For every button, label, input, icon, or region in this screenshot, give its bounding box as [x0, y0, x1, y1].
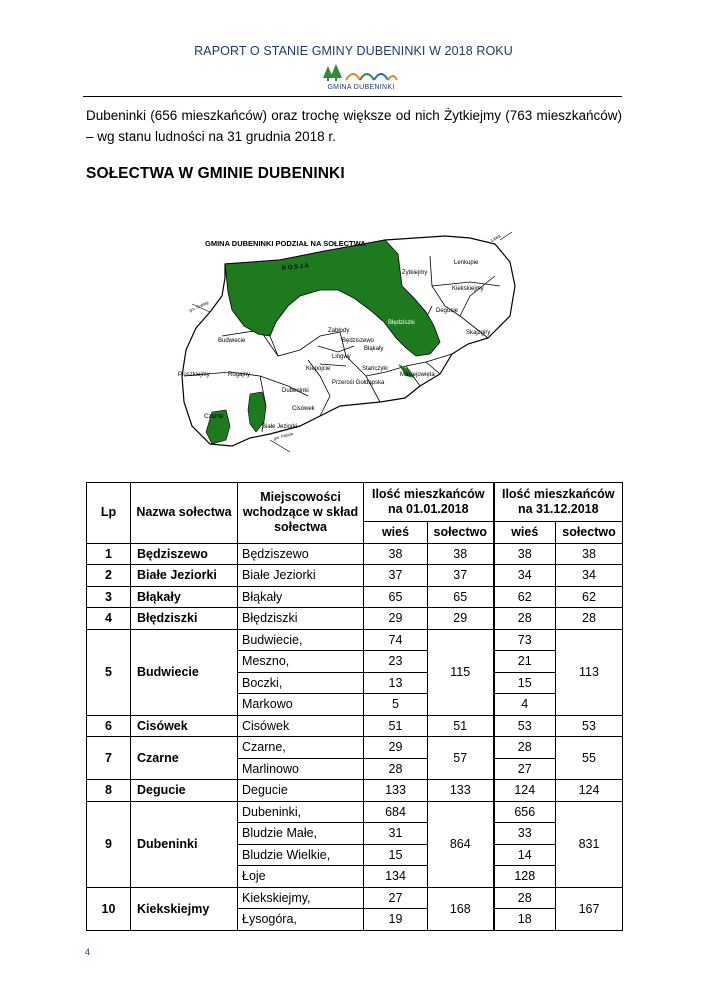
map-label-bedziszewo: Będziszewo — [342, 338, 375, 344]
cell-village: Markowo — [238, 694, 364, 716]
header-solectwo-start: sołectwo — [428, 522, 494, 544]
cell-solectwo-name: Dubeninki — [131, 801, 238, 887]
logo-text: GMINA DUBENINKI — [327, 84, 395, 91]
cell-village-pop-end: 33 — [494, 823, 556, 845]
cell-village-pop-start: 27 — [364, 887, 428, 909]
cell-village: Meszno, — [238, 651, 364, 673]
cell-solectwo-pop-start: 57 — [428, 737, 494, 780]
cell-solectwo-name: Budwiecie — [131, 629, 238, 715]
cell-village: Kiekskiejmy, — [238, 887, 364, 909]
cell-solectwo-pop-end: 55 — [556, 737, 623, 780]
cell-lp: 4 — [87, 608, 131, 630]
cell-village-pop-end: 656 — [494, 801, 556, 823]
table-row — [87, 737, 623, 759]
map-label-lenkupie: Lenkupie — [454, 260, 479, 266]
table-row — [87, 543, 623, 565]
cell-solectwo-pop-start: 115 — [428, 629, 494, 715]
cell-solectwo-pop-start: 168 — [428, 887, 494, 930]
report-header-title: RAPORT O STANIE GMINY DUBENINKI W 2018 ROKU — [194, 44, 513, 58]
cell-village-pop-end: 18 — [494, 909, 556, 931]
header-villages: Miejscowości wchodzące w skład sołectwa — [238, 483, 364, 544]
cell-village-pop-end: 124 — [494, 780, 556, 802]
cell-village-pop-end: 73 — [494, 629, 556, 651]
map-label-cisowek: Cisówek — [292, 406, 315, 412]
cell-village-pop-start: 23 — [364, 651, 428, 673]
cell-village-pop-start: 684 — [364, 801, 428, 823]
map-label-gm-filipow: gm. Filipów — [272, 430, 294, 441]
map-label-rosja: R O S J A — [281, 263, 310, 272]
cell-lp: 9 — [87, 801, 131, 887]
header-wies-start: wieś — [364, 522, 428, 544]
arches-icon — [346, 74, 397, 80]
map-label-czarne: Czarne — [204, 414, 224, 420]
table-row — [87, 629, 623, 651]
table-row — [87, 565, 623, 587]
cell-village: Błąkały — [238, 586, 364, 608]
cell-village-pop-start: 31 — [364, 823, 428, 845]
map-label-stanczyki: Stańczyki — [362, 366, 388, 372]
cell-lp: 6 — [87, 715, 131, 737]
table-row — [87, 715, 623, 737]
page-number: 4 — [85, 947, 91, 957]
map-label-kiekskiejmy: Kiekskiejmy — [452, 286, 484, 292]
cell-lp: 3 — [87, 586, 131, 608]
map-label-blakaly: Błąkały — [364, 346, 384, 352]
cell-solectwo-pop-end: 34 — [556, 565, 623, 587]
map-label-kiepojcie: Kiepojcie — [306, 366, 331, 372]
map-label-maciejowieta: Maciejowięta — [400, 372, 435, 378]
cell-village: Łysogóra, — [238, 909, 364, 931]
section-title: SOŁECTWA W GMINIE DUBENINKI — [86, 165, 345, 182]
cell-village: Łoje — [238, 866, 364, 888]
map-label-przerosl: Przerośl Gołdapska — [332, 380, 385, 386]
cell-village-pop-end: 28 — [494, 887, 556, 909]
cell-solectwo-name: Kiekskiejmy — [131, 887, 238, 930]
cell-village: Czarne, — [238, 737, 364, 759]
table-body — [87, 543, 623, 930]
cell-solectwo-name: Błąkały — [131, 586, 238, 608]
map-label-rogajny: Rogajny — [228, 372, 251, 378]
header-wies-end: wieś — [494, 522, 556, 544]
cell-solectwo-pop-start: 864 — [428, 801, 494, 887]
cell-lp: 8 — [87, 780, 131, 802]
cell-village: Dubeninki, — [238, 801, 364, 823]
cell-lp: 2 — [87, 565, 131, 587]
tree-icon — [323, 64, 342, 81]
cell-solectwo-pop-end: 124 — [556, 780, 623, 802]
map-label-budwiecie: Budwiecie — [218, 338, 246, 344]
map-label-dubeninki: Dubeninki — [282, 388, 309, 394]
cell-solectwo-pop-start: 38 — [428, 543, 494, 565]
cell-solectwo-pop-start: 37 — [428, 565, 494, 587]
cell-village-pop-start: 5 — [364, 694, 428, 716]
cell-village-pop-end: 28 — [494, 737, 556, 759]
cell-village: Bludzie Wielkie, — [238, 844, 364, 866]
cell-solectwo-pop-end: 831 — [556, 801, 623, 887]
cell-solectwo-pop-end: 113 — [556, 629, 623, 715]
table-row — [87, 801, 623, 823]
map-label-zytkiejmy: Żytkiejmy — [402, 270, 428, 276]
cell-village-pop-end: 28 — [494, 608, 556, 630]
cell-village-pop-start: 65 — [364, 586, 428, 608]
cell-village-pop-end: 38 — [494, 543, 556, 565]
cell-village-pop-end: 15 — [494, 672, 556, 694]
cell-village-pop-end: 62 — [494, 586, 556, 608]
cell-solectwo-pop-start: 133 — [428, 780, 494, 802]
map-label-bledziszki: Błędziszki — [388, 320, 415, 326]
cell-village-pop-start: 19 — [364, 909, 428, 931]
cell-solectwo-name: Czarne — [131, 737, 238, 780]
cell-solectwo-pop-end: 28 — [556, 608, 623, 630]
cell-lp: 5 — [87, 629, 131, 715]
header-pop-start: Ilość mieszkańców na 01.01.2018 — [364, 483, 494, 522]
cell-village-pop-start: 133 — [364, 780, 428, 802]
cell-village-pop-start: 134 — [364, 866, 428, 888]
header-solectwo-end: sołectwo — [556, 522, 623, 544]
solectwa-map — [170, 226, 530, 456]
cell-solectwo-pop-start: 65 — [428, 586, 494, 608]
cell-village-pop-end: 27 — [494, 758, 556, 780]
cell-village: Będziszewo — [238, 543, 364, 565]
map-label-litwa: Litwa — [490, 233, 502, 243]
cell-lp: 10 — [87, 887, 131, 930]
map-title: GMINA DUBENINKI PODZIAŁ NA SOŁECTWA — [205, 239, 366, 248]
table-row — [87, 586, 623, 608]
table-row — [87, 887, 623, 909]
map-label-lingwy: Lingwy — [332, 354, 351, 360]
cell-village: Budwiecie, — [238, 629, 364, 651]
cell-solectwo-pop-end: 53 — [556, 715, 623, 737]
cell-solectwo-name: Błędziszki — [131, 608, 238, 630]
cell-village-pop-start: 29 — [364, 608, 428, 630]
header-lp: Lp — [87, 483, 131, 544]
cell-village-pop-start: 15 — [364, 844, 428, 866]
cell-village-pop-end: 4 — [494, 694, 556, 716]
cell-solectwo-name: Cisówek — [131, 715, 238, 737]
cell-solectwo-pop-start: 51 — [428, 715, 494, 737]
cell-village-pop-end: 14 — [494, 844, 556, 866]
cell-solectwo-pop-end: 167 — [556, 887, 623, 930]
cell-village: Bludzie Małe, — [238, 823, 364, 845]
cell-village-pop-end: 128 — [494, 866, 556, 888]
cell-solectwo-pop-end: 38 — [556, 543, 623, 565]
map-label-pluszkiejmy: Pluszkiejmy — [178, 372, 210, 378]
cell-village: Marlinowo — [238, 758, 364, 780]
intro-paragraph: Dubeninki (656 mieszkańców) oraz trochę większe od nich Żytkiejmy (763 mieszkańców) – wg stanu ludności na 31 grudnia 2018 r. — [86, 108, 622, 144]
solectwa-table — [86, 482, 623, 931]
cell-village: Boczki, — [238, 672, 364, 694]
map-label-zaboddy: Zabłody — [328, 328, 350, 334]
cell-village-pop-start: 51 — [364, 715, 428, 737]
cell-village: Białe Jeziorki — [238, 565, 364, 587]
cell-village-pop-start: 74 — [364, 629, 428, 651]
cell-solectwo-pop-end: 62 — [556, 586, 623, 608]
cell-solectwo-name: Degucie — [131, 780, 238, 802]
cell-village: Degucie — [238, 780, 364, 802]
cell-village-pop-end: 53 — [494, 715, 556, 737]
map-label-degucie: Degucie — [436, 308, 459, 314]
cell-village-pop-end: 34 — [494, 565, 556, 587]
cell-village-pop-start: 38 — [364, 543, 428, 565]
cell-village-pop-end: 21 — [494, 651, 556, 673]
header-name: Nazwa sołectwa — [131, 483, 238, 544]
cell-lp: 1 — [87, 543, 131, 565]
cell-solectwo-pop-start: 29 — [428, 608, 494, 630]
map-label-gm-goldap: gm. Gołdap — [188, 299, 210, 313]
cell-lp: 7 — [87, 737, 131, 780]
table-row — [87, 780, 623, 802]
cell-village-pop-start: 28 — [364, 758, 428, 780]
table-row — [87, 608, 623, 630]
map-label-skajzgiry: Skajzgiry — [466, 330, 491, 336]
cell-village-pop-start: 13 — [364, 672, 428, 694]
header-divider — [83, 96, 622, 97]
cell-solectwo-name: Będziszewo — [131, 543, 238, 565]
map-label-biale-jeziorki: Białe Jeziorki — [262, 424, 298, 430]
cell-village: Błędziszki — [238, 608, 364, 630]
cell-village: Cisówek — [238, 715, 364, 737]
cell-solectwo-name: Białe Jeziorki — [131, 565, 238, 587]
header-pop-end: Ilość mieszkańców na 31.12.2018 — [494, 483, 623, 522]
cell-village-pop-start: 29 — [364, 737, 428, 759]
cell-village-pop-start: 37 — [364, 565, 428, 587]
